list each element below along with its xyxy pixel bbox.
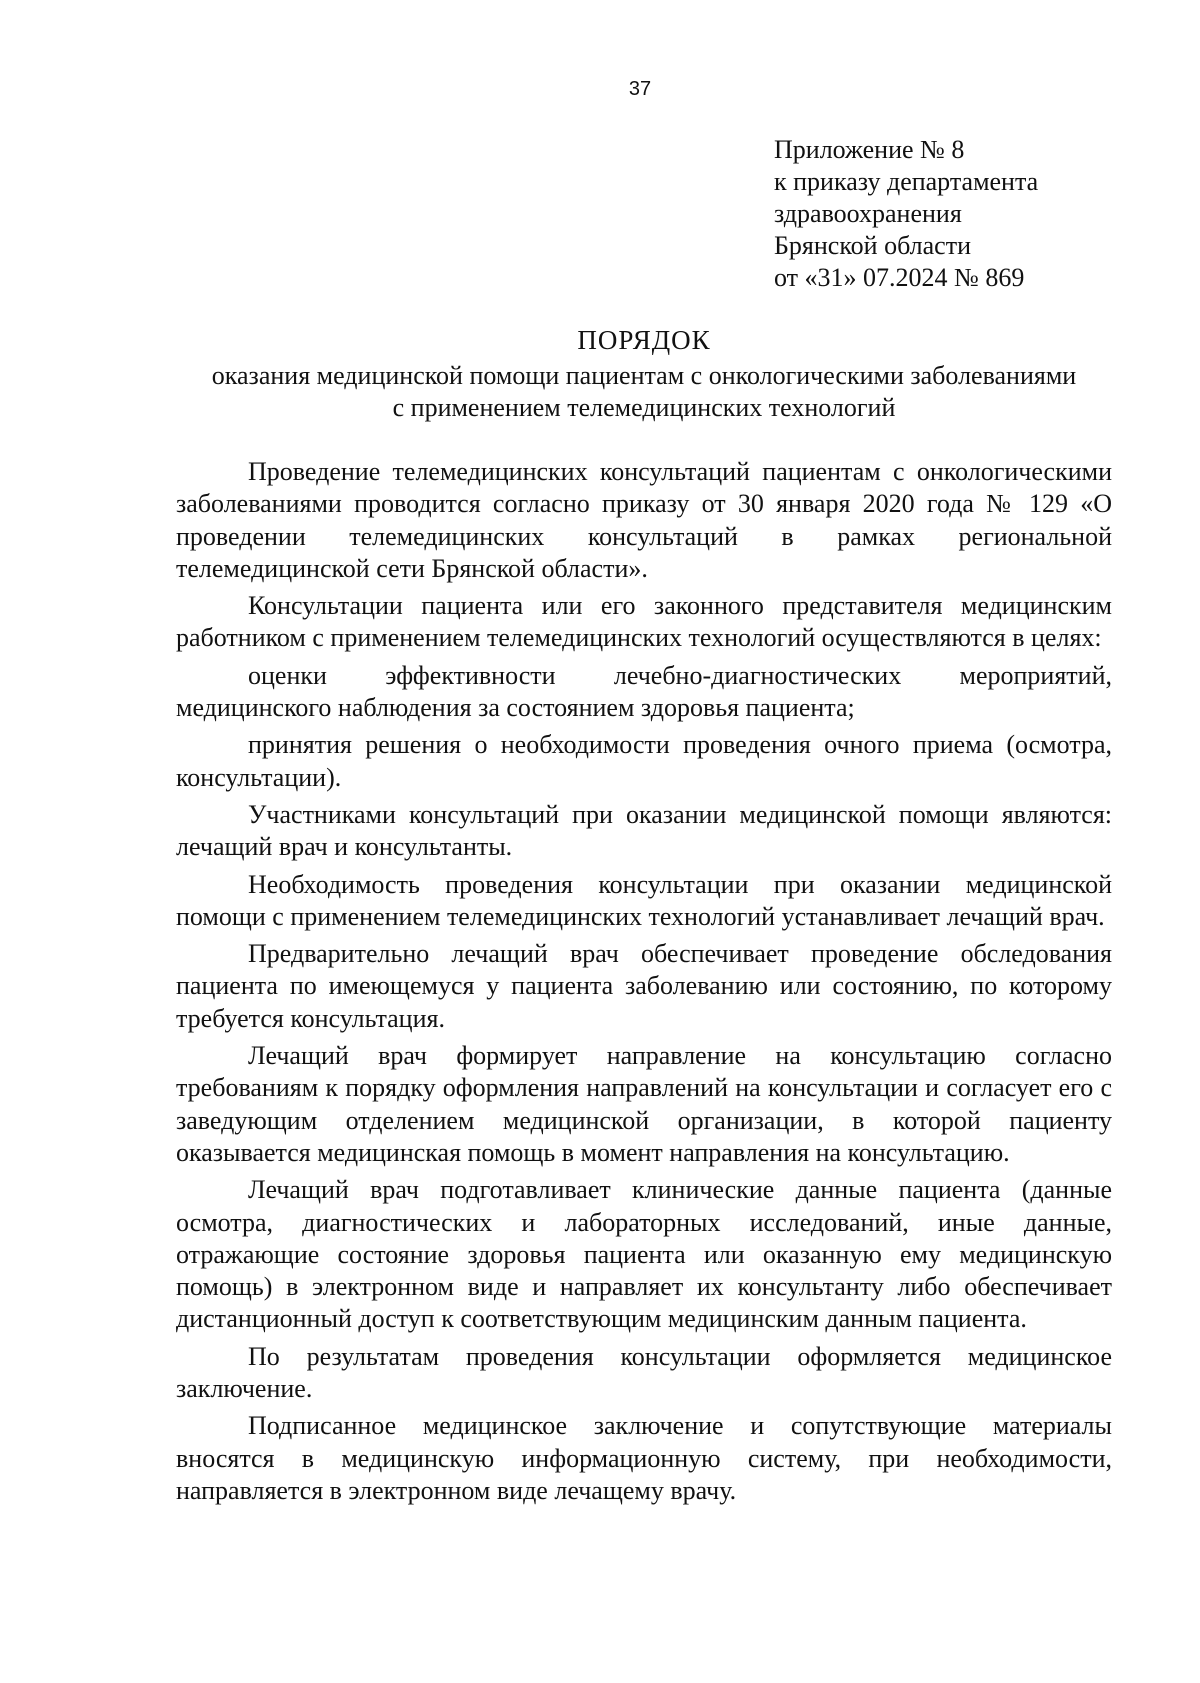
paragraph: Необходимость проведения консультации при оказании медицинской помощи с применением телемедицинских технологий устанавливает лечащий врач. bbox=[176, 869, 1112, 931]
annex-line: Брянской области bbox=[774, 231, 971, 260]
paragraph: Лечащий врач формирует направление на консультацию согласно требованиям к порядку оформления направлений на консультации и согласует его с заведующим отделением медицинской организации, в которой пациенту оказывается медицинская помощь в момент направления на консультацию. bbox=[176, 1041, 1112, 1167]
document-body bbox=[176, 456, 1112, 1512]
paragraph: принятия решения о необходимости проведения очного приема (осмотра, консультации). bbox=[176, 730, 1112, 792]
document-subtitle-line: с применением телемедицинских технологий bbox=[392, 393, 896, 422]
annex-block bbox=[774, 134, 1038, 294]
annex-line: от «31» 07.2024 № 869 bbox=[774, 263, 1025, 292]
paragraph: Проведение телемедицинских консультаций пациентам с онкологическими заболеваниями проводится согласно приказу от 30 января 2020 года № 129 «О проведении телемедицинских консультаций в рамках региональной телемедицинской сети Брянской области». bbox=[176, 457, 1112, 583]
annex-line: здравоохранения bbox=[774, 199, 962, 228]
document-title-block bbox=[176, 324, 1112, 424]
paragraph: Предварительно лечащий врач обеспечивает проведение обследования пациента по имеющемуся у пациента заболеванию или состоянию, по которому требуется консультация. bbox=[176, 939, 1112, 1033]
paragraph: Лечащий врач подготавливает клинические данные пациента (данные осмотра, диагностических и лабораторных исследований, иные данные, отражающие состояние здоровья пациента или оказанную ему медицинскую помощь) в электронном виде и направляет их консультанту либо обеспечивает дистанционный доступ к соответствующим медицинским данным пациента. bbox=[176, 1175, 1112, 1334]
page-number: 37 bbox=[628, 78, 652, 100]
annex-line: к приказу департамента bbox=[774, 167, 1039, 196]
paragraph: Консультации пациента или его законного представителя медицинским работником с применением телемедицинских технологий осуществляются в целях: bbox=[176, 591, 1112, 653]
paragraph: По результатам проведения консультации оформляется медицинское заключение. bbox=[176, 1341, 1112, 1404]
paragraph: Участниками консультаций при оказании медицинской помощи являются: лечащий врач и консультанты. bbox=[176, 799, 1112, 862]
document-subtitle-line: оказания медицинской помощи пациентам с онкологическими заболеваниями bbox=[211, 361, 1077, 390]
document-title: ПОРЯДОК bbox=[577, 325, 711, 355]
annex-line: Приложение № 8 bbox=[774, 135, 965, 164]
paragraph: оценки эффективности лечебно-диагностических мероприятий, медицинского наблюдения за состоянием здоровья пациента; bbox=[176, 660, 1112, 723]
paragraph: Подписанное медицинское заключение и сопутствующие материалы вносятся в медицинскую информационную систему, при необходимости, направляется в электронном виде лечащему врачу. bbox=[176, 1411, 1112, 1505]
